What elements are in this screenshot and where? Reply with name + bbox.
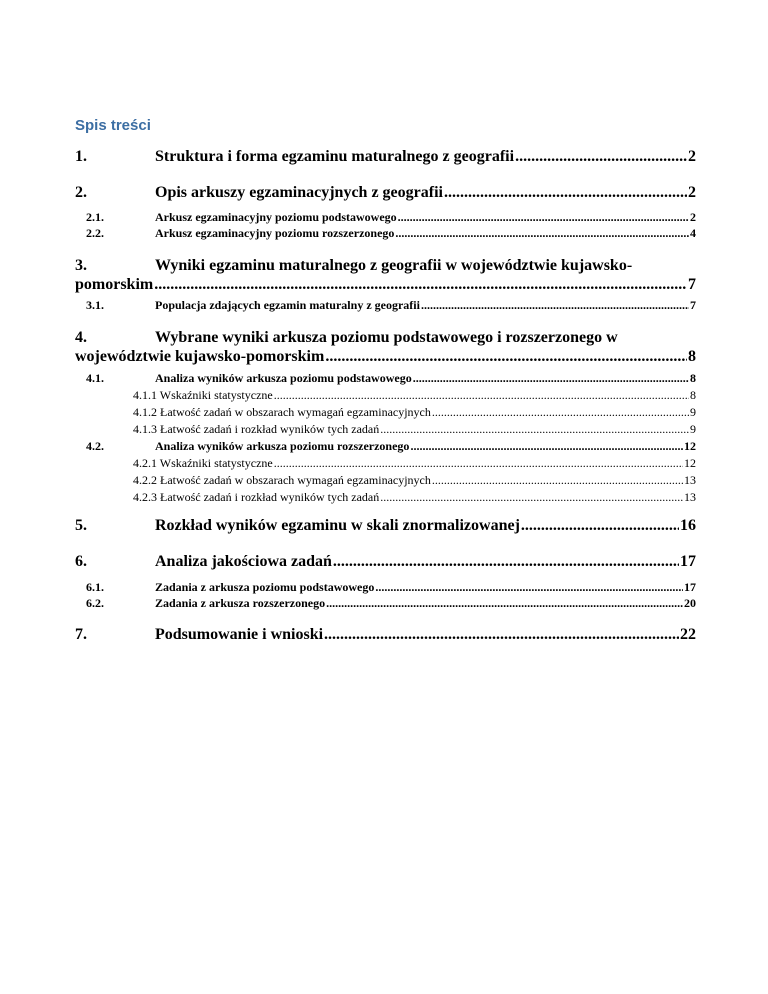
toc-entry-text: Analiza wyników arkusza poziomu podstawowego xyxy=(155,371,412,385)
toc-leader-dots xyxy=(432,405,689,420)
toc-leader-dots xyxy=(444,184,687,202)
toc-entry-page: 13 xyxy=(684,473,696,487)
toc-entry-4[interactable] xyxy=(75,328,696,366)
toc-entry-text: 4.2.2 Łatwość zadań w obszarach wymagań egzaminacyjnych xyxy=(133,473,431,487)
toc-leader-dots xyxy=(324,626,679,644)
toc-entry-page: 22 xyxy=(680,626,696,643)
toc-entry-text: Podsumowanie i wnioski xyxy=(155,626,324,643)
toc-entry-4-1-1[interactable] xyxy=(133,388,696,403)
toc-entry-number: 2.2. xyxy=(86,226,104,240)
toc-entry-page: 8 xyxy=(688,348,696,365)
toc-entry-3[interactable] xyxy=(75,256,696,294)
toc-entry-text: Populacja zdających egzamin maturalny z geografii xyxy=(155,298,420,312)
toc-entry-text-line1: Wyniki egzaminu maturalnego z geografii w województwie kujawsko- xyxy=(155,257,633,274)
toc-entry-text-line1: Wybrane wyniki arkusza poziomu podstawowego i rozszerzonego w xyxy=(155,329,618,346)
toc-leader-dots xyxy=(413,371,689,386)
toc-entry-4-2-3[interactable] xyxy=(133,490,696,505)
toc-entry-page: 12 xyxy=(684,439,696,453)
toc-entry-text: Arkusz egzaminacyjny poziomu podstawowego xyxy=(155,210,397,224)
toc-entry-5[interactable] xyxy=(75,517,696,535)
toc-entry-number: 6. xyxy=(75,553,87,570)
toc-entry-6[interactable] xyxy=(75,553,696,571)
toc-entry-page: 7 xyxy=(690,298,696,312)
toc-leader-dots xyxy=(421,298,689,313)
toc-leader-dots xyxy=(325,347,687,366)
toc-entry-page: 4 xyxy=(690,226,696,240)
toc-leader-dots xyxy=(521,517,679,535)
toc-entry-text: Arkusz egzaminacyjny poziomu rozszerzonego xyxy=(155,226,395,240)
toc-entry-text: Opis arkuszy egzaminacyjnych z geografii xyxy=(155,184,443,201)
toc-entry-text: 4.1.2 Łatwość zadań w obszarach wymagań egzaminacyjnych xyxy=(133,405,431,419)
toc-leader-dots xyxy=(410,439,683,454)
toc-entry-number: 3. xyxy=(75,257,87,274)
toc-entry-6-2[interactable] xyxy=(75,596,696,611)
toc-entry-2-1[interactable] xyxy=(75,210,696,225)
toc-leader-dots xyxy=(154,275,687,294)
toc-entry-number: 6.2. xyxy=(86,596,104,610)
toc-entry-4-2-2[interactable] xyxy=(133,473,696,488)
toc-entry-page: 17 xyxy=(684,580,696,594)
toc-leader-dots xyxy=(380,422,689,437)
toc-entry-page: 9 xyxy=(690,422,696,436)
toc-entry-page: 2 xyxy=(688,184,696,201)
toc-leader-dots xyxy=(515,148,687,166)
toc-title: Spis treści xyxy=(75,117,151,134)
toc-entry-number: 6.1. xyxy=(86,580,104,594)
toc-entry-number: 5. xyxy=(75,517,87,534)
toc-entry-4-1-3[interactable] xyxy=(133,422,696,437)
toc-entry-4-2[interactable] xyxy=(75,439,696,454)
toc-entry-text: 4.1.1 Wskaźniki statystyczne xyxy=(133,388,273,402)
toc-entry-page: 2 xyxy=(690,210,696,224)
toc-entry-text: Zadania z arkusza poziomu podstawowego xyxy=(155,580,375,594)
toc-entry-1[interactable] xyxy=(75,148,696,166)
toc-entry-number: 3.1. xyxy=(86,298,104,312)
toc-entry-number: 2. xyxy=(75,184,87,201)
toc-leader-dots xyxy=(380,490,683,505)
toc-entry-4-1[interactable] xyxy=(75,371,696,386)
toc-entry-text: 4.1.3 Łatwość zadań i rozkład wyników tych zadań xyxy=(133,422,380,436)
toc-entry-text: Struktura i forma egzaminu maturalnego z geografii xyxy=(155,148,515,165)
toc-entry-text: 4.2.3 Łatwość zadań i rozkład wyników tych zadań xyxy=(133,490,380,504)
toc-entry-page: 12 xyxy=(684,456,696,470)
toc-entry-text: Analiza jakościowa zadań xyxy=(155,553,332,570)
toc-leader-dots xyxy=(274,388,689,403)
toc-leader-dots xyxy=(326,596,683,611)
toc-entry-page: 16 xyxy=(680,517,696,534)
toc-entry-text-line2: pomorskim xyxy=(75,276,154,293)
toc-entry-page: 20 xyxy=(684,596,696,610)
toc-entry-page: 9 xyxy=(690,405,696,419)
toc-entry-text: Rozkład wyników egzaminu w skali znormalizowanej xyxy=(155,517,520,534)
toc-entry-number: 2.1. xyxy=(86,210,104,224)
toc-entry-6-1[interactable] xyxy=(75,580,696,595)
toc-entry-page: 7 xyxy=(688,276,696,293)
toc-entry-3-1[interactable] xyxy=(75,298,696,313)
toc-entry-page: 13 xyxy=(684,490,696,504)
toc-leader-dots xyxy=(333,553,679,571)
toc-entry-4-1-2[interactable] xyxy=(133,405,696,420)
toc-entry-number: 4.2. xyxy=(86,439,104,453)
toc-entry-7[interactable] xyxy=(75,626,696,644)
toc-entry-page: 8 xyxy=(690,388,696,402)
toc-entry-text: 4.2.1 Wskaźniki statystyczne xyxy=(133,456,273,470)
toc-leader-dots xyxy=(274,456,683,471)
toc-entry-2-2[interactable] xyxy=(75,226,696,241)
toc-entry-number: 1. xyxy=(75,148,87,165)
toc-entry-number: 7. xyxy=(75,626,87,643)
toc-entry-text: Zadania z arkusza rozszerzonego xyxy=(155,596,326,610)
toc-leader-dots xyxy=(398,210,689,225)
toc-entry-4-2-1[interactable] xyxy=(133,456,696,471)
toc-entry-text: Analiza wyników arkusza poziomu rozszerzonego xyxy=(155,439,410,453)
toc-entry-2[interactable] xyxy=(75,184,696,202)
toc-entry-number: 4. xyxy=(75,329,87,346)
toc-entry-page: 17 xyxy=(680,553,696,570)
toc-entry-page: 8 xyxy=(690,371,696,385)
toc-leader-dots xyxy=(432,473,683,488)
toc-entry-text-line2: województwie kujawsko-pomorskim xyxy=(75,348,325,365)
toc-leader-dots xyxy=(395,226,689,241)
toc-entry-page: 2 xyxy=(688,148,696,165)
toc-entry-number: 4.1. xyxy=(86,371,104,385)
toc-leader-dots xyxy=(375,580,683,595)
